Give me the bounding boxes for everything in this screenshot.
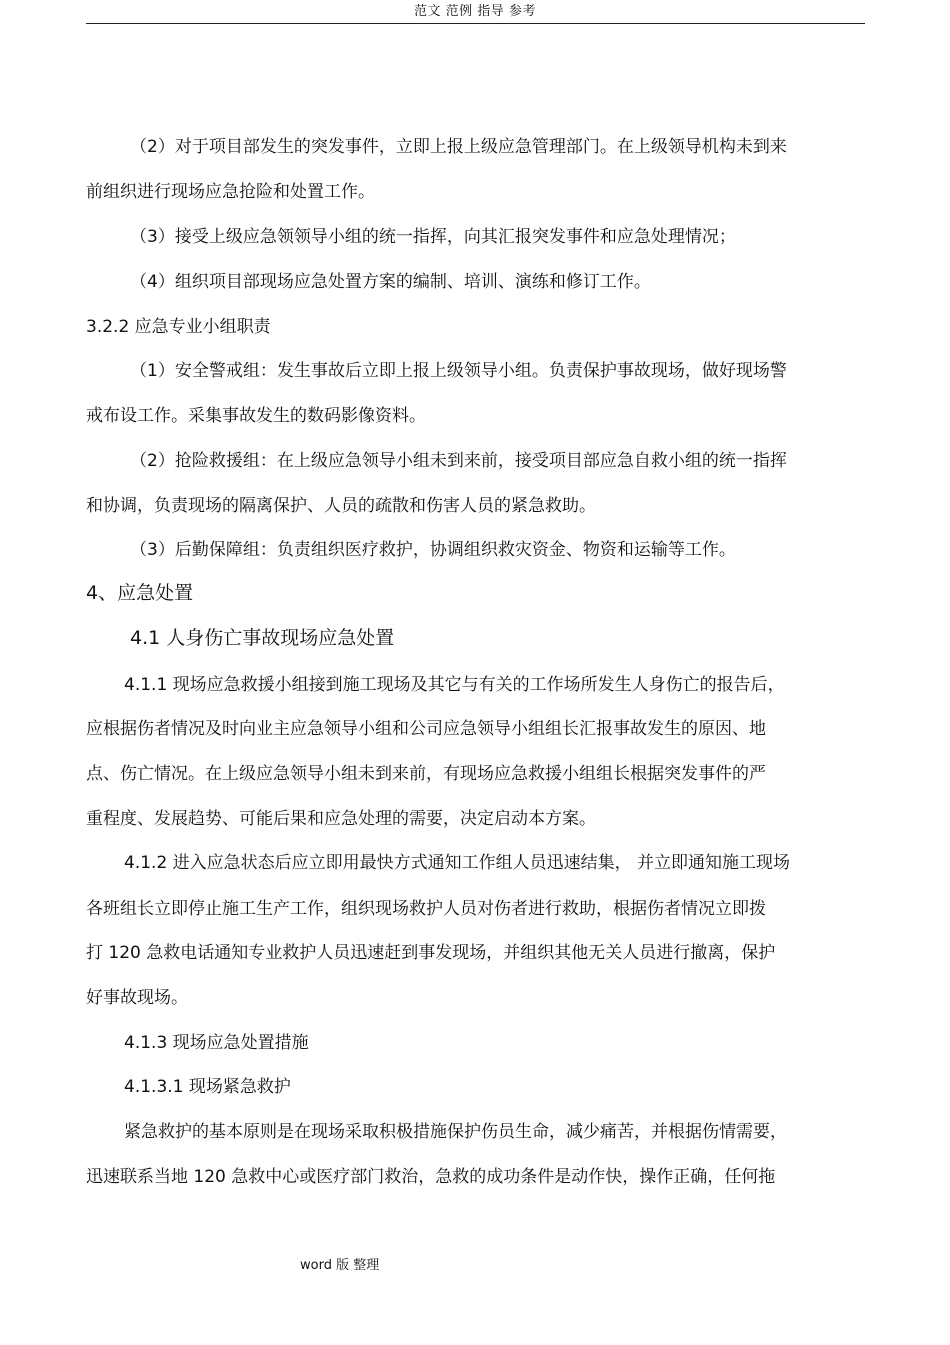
section-heading-4: 4、应急处置 <box>86 582 194 604</box>
section-heading-4-1-3-1: 4.1.3.1 现场紧急救护 <box>124 1077 291 1097</box>
paragraph-line: 紧急救护的基本原则是在现场采取积极措施保护伤员生命，减少痛苦，并根据伤情需要， <box>124 1122 787 1142</box>
paragraph-line: 迅速联系当地 120 急救中心或医疗部门救治，急救的成功条件是动作快，操作正确，任何拖 <box>86 1167 776 1187</box>
paragraph-line: 4.1.2 进入应急状态后应立即用最快方式通知工作组人员迅速结集， 并立即通知施工现场 <box>124 853 791 873</box>
paragraph-line: 好事故现场。 <box>86 988 188 1008</box>
paragraph-line: （2）对于项目部发生的突发事件，立即上报上级应急管理部门。在上级领导机构未到来 <box>130 137 787 157</box>
paragraph-line: 和协调，负责现场的隔离保护、人员的疏散和伤害人员的紧急救助。 <box>86 496 596 516</box>
page-header: 范文 范例 指导 参考 <box>414 4 536 19</box>
paragraph-line: 重程度、发展趋势、可能后果和应急处理的需要，决定启动本方案。 <box>86 809 596 829</box>
section-heading-3-2-2: 3.2.2 应急专业小组职责 <box>86 317 271 337</box>
paragraph-line: 打 120 急救电话通知专业救护人员迅速赶到事发现场，并组织其他无关人员进行撤离，保护 <box>86 943 776 963</box>
paragraph-line: 各班组长立即停止施工生产工作，组织现场救护人员对伤者进行救助，根据伤者情况立即拨 <box>86 899 766 919</box>
page-footer: word 版 整理 <box>300 1258 380 1273</box>
paragraph-line: （2）抢险救援组：在上级应急领导小组未到来前，接受项目部应急自救小组的统一指挥 <box>130 451 787 471</box>
paragraph-line: （3）接受上级应急领领导小组的统一指挥，向其汇报突发事件和应急处理情况； <box>130 227 736 247</box>
header-divider <box>86 23 865 24</box>
paragraph-line: 点、伤亡情况。在上级应急领导小组未到来前，有现场应急救援小组组长根据突发事件的严 <box>86 764 766 784</box>
paragraph-line: 4.1.1 现场应急救援小组接到施工现场及其它与有关的工作场所发生人身伤亡的报告后， <box>124 675 785 695</box>
paragraph-line: 应根据伤者情况及时向业主应急领导小组和公司应急领导小组组长汇报事故发生的原因、地 <box>86 719 766 739</box>
paragraph-line: （3）后勤保障组：负责组织医疗救护，协调组织救灾资金、物资和运输等工作。 <box>130 540 736 560</box>
paragraph-line: （1）安全警戒组：发生事故后立即上报上级领导小组。负责保护事故现场，做好现场警 <box>130 361 787 381</box>
section-heading-4-1: 4.1 人身伤亡事故现场应急处置 <box>130 627 395 649</box>
paragraph-line: 戒布设工作。采集事故发生的数码影像资料。 <box>86 406 426 426</box>
paragraph-line: （4）组织项目部现场应急处置方案的编制、培训、演练和修订工作。 <box>130 272 651 292</box>
paragraph-line: 前组织进行现场应急抢险和处置工作。 <box>86 182 375 202</box>
section-heading-4-1-3: 4.1.3 现场应急处置措施 <box>124 1033 309 1053</box>
